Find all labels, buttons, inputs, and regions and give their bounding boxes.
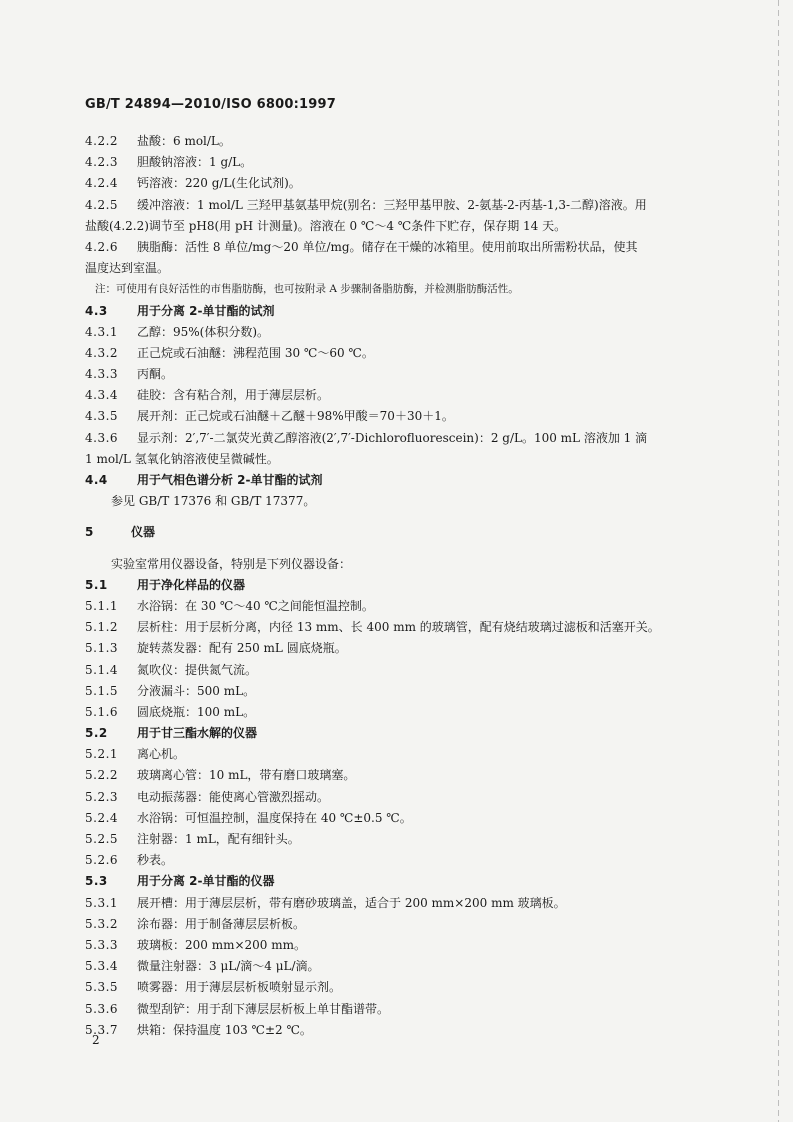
clause-item — [85, 744, 715, 765]
clause-number: 4.3.5 — [85, 409, 119, 424]
clause-number: 5.1.5 — [85, 683, 119, 698]
clause-item — [85, 322, 715, 343]
clause-text: 玻璃板：200 mm×200 mm。 — [137, 937, 307, 952]
clause-number: 5.3.7 — [85, 1022, 119, 1037]
clause-text: 涂布器：用于制备薄层层析板。 — [137, 916, 306, 931]
clause-text: 离心机。 — [137, 747, 186, 762]
section-heading — [85, 871, 715, 892]
clause-item — [85, 428, 715, 449]
clause-item — [85, 977, 715, 998]
clause-text: 显示剂：2′,7′-二氯荧光黄乙醇溶液(2′,7′-Dichlorofluorescein)：2 g/L。100 mL 溶液加 1 滴 — [137, 430, 648, 445]
scan-edge-line — [778, 0, 779, 1122]
clause-number: 5.3.5 — [85, 980, 119, 995]
clause-text: 仪器 — [131, 525, 156, 540]
paragraph-text: 实验室常用仪器设备，特别是下列仪器设备： — [111, 556, 352, 571]
clause-number: 5.3.1 — [85, 895, 119, 910]
clause-number: 5.2 — [85, 726, 108, 741]
paragraph-text: 参见 GB/T 17376 和 GB/T 17377。 — [111, 494, 316, 509]
clause-text: 旋转蒸发器：配有 250 mL 圆底烧瓶。 — [137, 641, 347, 656]
clause-item — [85, 237, 715, 258]
clause-text: 注射器：1 mL，配有细针头。 — [137, 832, 300, 846]
clause-item — [85, 935, 715, 956]
clause-number: 5.1.2 — [85, 620, 119, 635]
clause-number: 4.3.2 — [85, 345, 119, 360]
clause-number: 5.2.2 — [85, 768, 119, 783]
clause-item — [85, 173, 715, 194]
document-body — [85, 131, 715, 1041]
continuation-text: 盐酸(4.2.2)调节至 pH8(用 pH 计测量)。溶液在 0 ℃～4 ℃条件下贮存，保存期 14 天。 — [85, 218, 567, 233]
clause-item — [85, 893, 715, 914]
clause-text: 乙醇：95%(体积分数)。 — [137, 324, 270, 339]
clause-number: 5.2.1 — [85, 747, 119, 762]
clause-number: 5.2.6 — [85, 853, 119, 868]
clause-text: 展开剂：正己烷或石油醚＋乙醚＋98%甲酸＝70＋30＋1。 — [137, 409, 454, 424]
clause-number: 5.1.3 — [85, 641, 119, 656]
clause-text: 电动振荡器：能使离心管激烈摇动。 — [137, 789, 330, 804]
clause-number: 5.3.2 — [85, 916, 119, 931]
section-heading — [85, 301, 715, 322]
clause-text: 硅胶：含有粘合剂，用于薄层层析。 — [137, 388, 330, 403]
page-number: 2 — [92, 1033, 100, 1047]
clause-number: 4.2.4 — [85, 176, 119, 191]
section-heading — [85, 522, 715, 543]
clause-number: 5.3.6 — [85, 1001, 119, 1016]
clause-text: 胰脂酶：活性 8 单位/mg～20 单位/mg。储存在干燥的冰箱里。使用前取出所需粉状品，使其 — [137, 239, 638, 254]
clause-item — [85, 999, 715, 1020]
clause-number: 4.3 — [85, 303, 108, 318]
clause-text: 正己烷或石油醚：沸程范围 30 ℃～60 ℃。 — [137, 345, 374, 360]
clause-text: 圆底烧瓶：100 mL。 — [137, 704, 256, 719]
clause-item — [85, 195, 715, 216]
clause-text: 分液漏斗：500 mL。 — [137, 683, 256, 698]
section-gap — [85, 512, 715, 522]
clause-text: 喷雾器：用于薄层层析板喷射显示剂。 — [137, 980, 342, 995]
clause-number: 4.2.6 — [85, 239, 119, 254]
clause-number: 4.2.5 — [85, 197, 119, 212]
clause-text: 烘箱：保持温度 103 ℃±2 ℃。 — [137, 1022, 312, 1037]
clause-text: 用于气相色谱分析 2-单甘酯的试剂 — [137, 473, 323, 487]
note-text: 注：可使用有良好活性的市售脂肪酶，也可按附录 A 步骤制备脂肪酶，并检测脂肪酶活性。 — [95, 283, 519, 296]
clause-number: 4.2.2 — [85, 134, 119, 148]
clause-text: 盐酸：6 mol/L。 — [137, 134, 231, 148]
clause-item — [85, 660, 715, 681]
clause-number: 5.2.4 — [85, 810, 119, 825]
clause-text: 微量注射器：3 μL/滴～4 μL/滴。 — [137, 959, 320, 974]
clause-text: 胆酸钠溶液：1 g/L。 — [137, 155, 253, 170]
continuation-text: 温度达到室温。 — [85, 261, 170, 276]
clause-item — [85, 914, 715, 935]
clause-item — [85, 702, 715, 723]
clause-number: 4.3.3 — [85, 367, 119, 382]
clause-text: 氮吹仪：提供氮气流。 — [137, 662, 258, 677]
clause-text: 用于分离 2-单甘酯的试剂 — [137, 303, 275, 318]
clause-item — [85, 787, 715, 808]
clause-item — [85, 681, 715, 702]
clause-number: 5.3.4 — [85, 959, 119, 974]
clause-item — [85, 638, 715, 659]
clause-item — [85, 596, 715, 617]
clause-number: 5.1.1 — [85, 598, 119, 613]
clause-item — [85, 956, 715, 977]
clause-text: 水浴锅：在 30 ℃～40 ℃之间能恒温控制。 — [137, 598, 374, 613]
clause-text: 丙酮。 — [137, 367, 174, 382]
clause-item — [85, 617, 715, 638]
clause-number: 4.3.4 — [85, 388, 119, 403]
clause-item — [85, 808, 715, 829]
clause-text: 层析柱：用于层析分离，内径 13 mm、长 400 mm 的玻璃管，配有烧结玻璃过滤板和活塞开关。 — [137, 620, 660, 635]
clause-item — [85, 152, 715, 173]
clause-text: 水浴锅：可恒温控制，温度保持在 40 ℃±0.5 ℃。 — [137, 810, 412, 825]
clause-item — [85, 406, 715, 427]
clause-item — [85, 364, 715, 385]
clause-number: 5.3 — [85, 874, 108, 889]
clause-number: 5.1.6 — [85, 704, 119, 719]
section-gap — [85, 544, 715, 554]
clause-number: 5 — [85, 525, 94, 540]
clause-item — [85, 829, 715, 850]
clause-item — [85, 850, 715, 871]
clause-item — [85, 343, 715, 364]
page-header: GB/T 24894—2010/ISO 6800:1997 — [85, 97, 337, 112]
clause-number: 4.4 — [85, 473, 108, 487]
clause-number: 5.3.3 — [85, 937, 119, 952]
clause-text: 展开槽：用于薄层层析，带有磨砂玻璃盖，适合于 200 mm×200 mm 玻璃板。 — [137, 895, 566, 910]
section-heading — [85, 723, 715, 744]
clause-text: 钙溶液：220 g/L(生化试剂)。 — [137, 176, 301, 191]
clause-number: 5.1 — [85, 577, 108, 592]
clause-text: 用于净化样品的仪器 — [137, 577, 246, 592]
clause-number: 4.2.3 — [85, 155, 119, 170]
clause-number: 4.3.1 — [85, 324, 119, 339]
clause-text: 用于甘三酯水解的仪器 — [137, 726, 258, 741]
clause-text: 秒表。 — [137, 853, 174, 868]
section-heading — [85, 575, 715, 596]
clause-text: 微型刮铲：用于刮下薄层层析板上单甘酯谱带。 — [137, 1001, 390, 1016]
clause-text: 用于分离 2-单甘酯的仪器 — [137, 874, 275, 889]
clause-item — [85, 385, 715, 406]
clause-number: 4.3.6 — [85, 430, 119, 445]
continuation-text: 1 mol/L 氢氧化钠溶液使呈微碱性。 — [85, 451, 279, 466]
clause-number: 5.2.3 — [85, 789, 119, 804]
clause-item — [85, 765, 715, 786]
clause-text: 玻璃离心管：10 mL，带有磨口玻璃塞。 — [137, 768, 356, 783]
clause-item — [85, 131, 715, 152]
clause-number: 5.2.5 — [85, 832, 119, 846]
clause-text: 缓冲溶液：1 mol/L 三羟甲基氨基甲烷(别名：三羟甲基甲胺、2-氨基-2-丙基-1,3-二醇)溶液。用 — [137, 197, 647, 212]
clause-number: 5.1.4 — [85, 662, 119, 677]
section-heading — [85, 470, 715, 491]
clause-item — [85, 1020, 715, 1041]
